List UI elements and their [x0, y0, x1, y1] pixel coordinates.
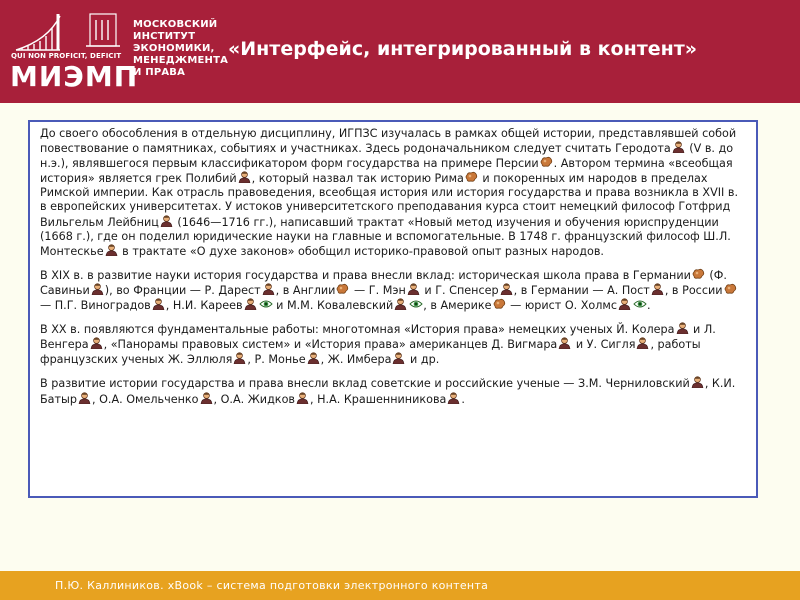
paragraph-text: , который назвал так историю Рима	[251, 172, 464, 186]
person-portrait-icon[interactable]	[500, 283, 513, 295]
logo-motto: QUI NON PROFICIT, DEFICIT	[11, 52, 122, 60]
person-portrait-icon[interactable]	[105, 244, 118, 256]
eye-icon[interactable]	[259, 298, 272, 310]
logo-line: ЭКОНОМИКИ,	[133, 43, 215, 54]
logo-line: МЕНЕДЖМЕНТА	[133, 55, 229, 66]
paragraph-text: и покоренных им народов в пределах Римской империи. Как отрасль правоведения, всеобщая история или история государства и права возникла в XVII в. в европейских университетах. У истоков университетского преподавания курса стоит немецкий философ Готфрид Вильгельм Лейбниц	[40, 172, 739, 229]
paragraph-text: (1646—1716 гг.), написавший трактат «Новый метод изучения и обучения юриспруденции (1668 г.), где он поделил юридические науки на главные и вспомогательные. В 1748 г. французский философ Ш.Л. Монтескье	[40, 215, 731, 258]
paragraph-text: . Автором термина «всеобщая история» является грек Полибий	[40, 157, 733, 186]
logo-line: ИНСТИТУТ	[133, 31, 196, 42]
person-portrait-icon[interactable]	[407, 283, 420, 295]
paragraph-text: и др.	[406, 353, 440, 367]
person-portrait-icon[interactable]	[78, 392, 91, 404]
logo-abbreviation: МИЭМП	[10, 60, 139, 93]
eye-icon[interactable]	[409, 298, 422, 310]
logo-line: И ПРАВА	[133, 67, 186, 78]
paragraph-text: В XX в. появляются фундаментальные работы: многотомная «История права» немецких ученых Й. Колера	[40, 323, 675, 337]
person-portrait-icon[interactable]	[676, 322, 689, 334]
paragraph-text: , О.А. Омельченко	[91, 392, 199, 406]
person-portrait-icon[interactable]	[651, 283, 664, 295]
paragraph-text: .	[461, 392, 465, 406]
page-title: «Интерфейс, интегрированный в контент»	[228, 38, 698, 60]
paragraph-text: и У. Сигля	[572, 338, 636, 352]
map-icon[interactable]	[692, 268, 705, 280]
footer-bar	[0, 571, 800, 600]
content-paragraph	[40, 268, 748, 313]
paragraph-text: — Г. Мэн	[350, 283, 406, 297]
paragraph-text: , в Германии — А. Пост	[513, 283, 650, 297]
paragraph-text: , «Панорамы правовых систем» и «История права» американцев Д. Вигмара	[103, 338, 558, 352]
paragraph-text: и М.М. Ковалевский	[272, 299, 394, 313]
person-portrait-icon[interactable]	[394, 298, 407, 310]
eye-icon[interactable]	[633, 298, 646, 310]
person-portrait-icon[interactable]	[90, 337, 103, 349]
person-portrait-icon[interactable]	[262, 283, 275, 295]
logo-line: МОСКОВСКИЙ	[133, 19, 218, 30]
map-icon[interactable]	[465, 171, 478, 183]
map-icon[interactable]	[724, 283, 737, 295]
person-portrait-icon[interactable]	[618, 298, 631, 310]
paragraph-text: , Р. Монье	[247, 353, 306, 367]
paragraph-text: , Ж. Имбера	[320, 353, 392, 367]
paragraph-text: , в Англии	[275, 283, 336, 297]
content-paragraph	[40, 376, 748, 406]
person-portrait-icon[interactable]	[244, 298, 257, 310]
bridge-emblem-icon	[8, 10, 128, 54]
institute-logo	[8, 10, 229, 95]
paragraph-text: ), во Франции — Р. Дарест	[104, 283, 261, 297]
paragraph-text: В XIX в. в развитие науки история государства и права внесли вклад: историческая школа права в Германии	[40, 268, 691, 282]
content-paragraph	[40, 322, 748, 367]
person-portrait-icon[interactable]	[91, 283, 104, 295]
paragraph-text: В развитие истории государства и права внесли вклад советские и российские ученые — З.М. Черниловский	[40, 377, 690, 391]
map-icon[interactable]	[493, 298, 506, 310]
paragraph-text: и Г. Спенсер	[420, 283, 499, 297]
person-portrait-icon[interactable]	[296, 392, 309, 404]
person-portrait-icon[interactable]	[152, 298, 165, 310]
person-portrait-icon[interactable]	[691, 376, 704, 388]
person-portrait-icon[interactable]	[233, 352, 246, 364]
person-portrait-icon[interactable]	[200, 392, 213, 404]
person-portrait-icon[interactable]	[238, 171, 251, 183]
paragraph-text: и Л. Венгера	[40, 323, 716, 352]
paragraph-text: (Ф. Савиньи	[40, 268, 727, 297]
paragraph-text: в трактате «О духе законов» обобщил историко-правовой опыт разных народов.	[118, 244, 604, 258]
paragraph-text: — П.Г. Виноградов	[40, 299, 151, 313]
content-frame	[28, 120, 758, 498]
header-banner	[0, 0, 800, 103]
paragraph-text: , работы французских ученых Ж. Эллюля	[40, 338, 701, 367]
paragraph-text: — юрист О. Холмс	[506, 299, 618, 313]
paragraph-text: (V в. до н.э.), являвшегося первым классификатором форм государства на примере Персии	[40, 142, 734, 171]
paragraph-text: .	[647, 299, 651, 313]
content-paragraph	[40, 127, 748, 259]
map-icon[interactable]	[540, 156, 553, 168]
footer-credit: П.Ю. Каллиников. xBook – система подготовки электронного контента	[55, 579, 489, 592]
paragraph-text: До своего обособления в отдельную дисциплину, ИГПЗС изучалась в рамках общей истории, представлявшей собой повествование о памятниках, событиях и участниках. Здесь родоначальником следует считать Геродота	[40, 127, 737, 156]
person-portrait-icon[interactable]	[447, 392, 460, 404]
map-icon[interactable]	[336, 283, 349, 295]
person-portrait-icon[interactable]	[672, 141, 685, 153]
paragraph-text: , Н.А. Крашенниникова	[310, 392, 447, 406]
person-portrait-icon[interactable]	[160, 215, 173, 227]
paragraph-text: , К.И. Батыр	[40, 377, 736, 406]
person-portrait-icon[interactable]	[636, 337, 649, 349]
paragraph-text: , в Америке	[423, 299, 492, 313]
person-portrait-icon[interactable]	[558, 337, 571, 349]
paragraph-text: , в России	[664, 283, 723, 297]
paragraph-text: , О.А. Жидков	[213, 392, 296, 406]
paragraph-text: , Н.И. Кареев	[165, 299, 243, 313]
person-portrait-icon[interactable]	[392, 352, 405, 364]
person-portrait-icon[interactable]	[307, 352, 320, 364]
content-text	[40, 127, 748, 416]
